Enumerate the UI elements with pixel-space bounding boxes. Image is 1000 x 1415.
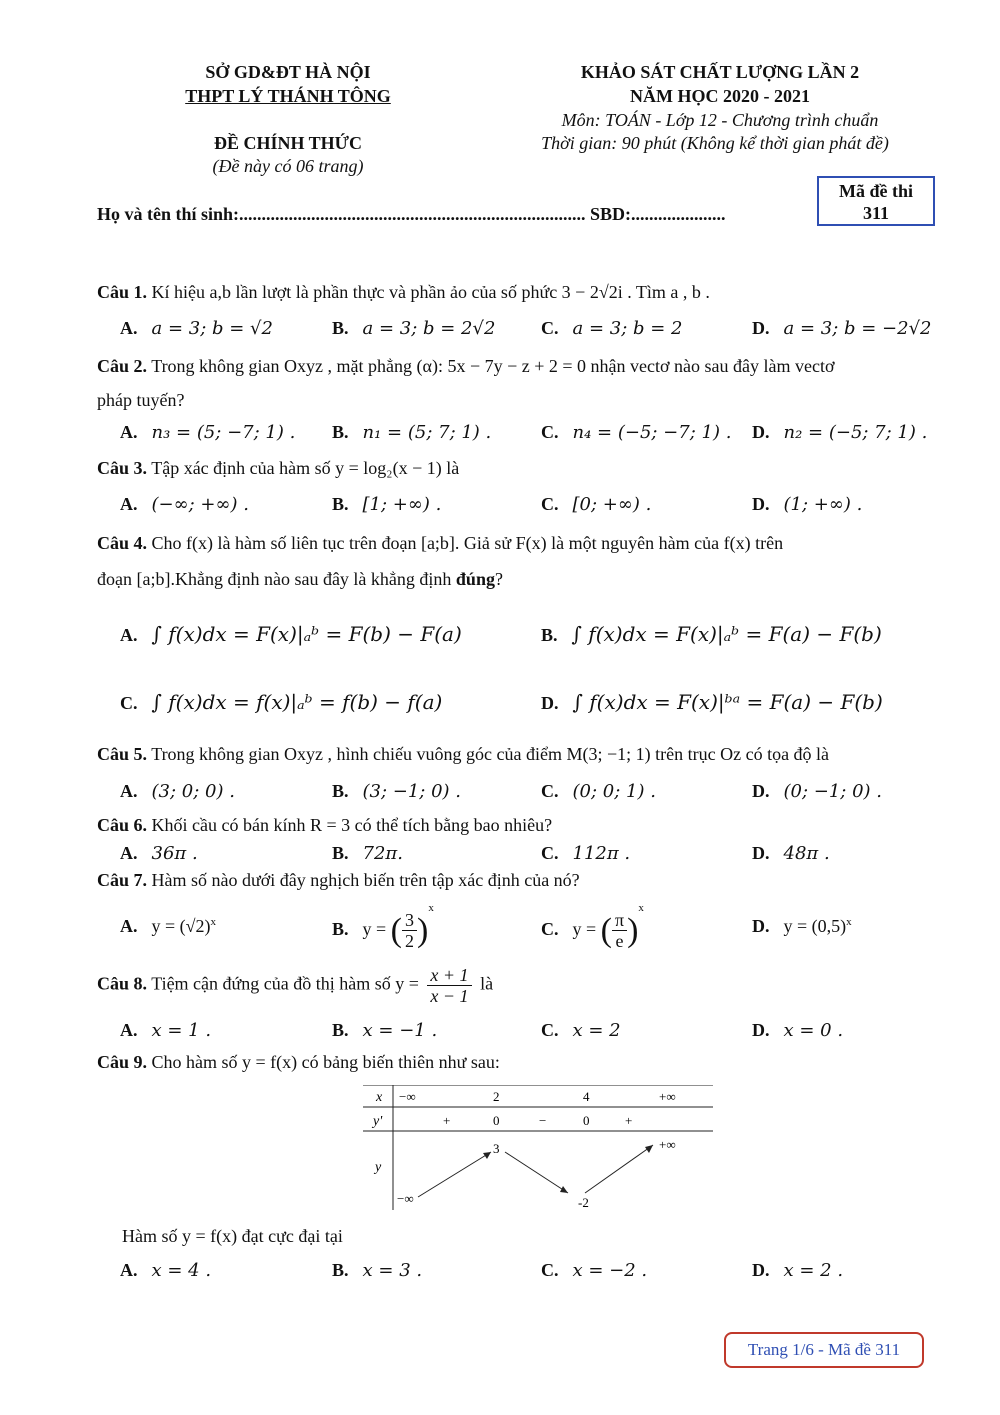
q1-option-b: B. a = 3; b = 2√2: [332, 318, 496, 339]
q9-option-d: D. x = 2 .: [752, 1260, 844, 1281]
school-year: NĂM HỌC 2020 - 2021: [630, 86, 810, 106]
q8-option-c: C. x = 2: [541, 1020, 621, 1041]
vt-row-y: y: [375, 1160, 382, 1175]
exam-code-value: 311: [862, 203, 889, 223]
school-name: THPT LÝ THÁNH TÔNG: [185, 86, 391, 106]
q7-option-d: D. $y = (0,5)^x$: [752, 916, 852, 936]
q4-option-c: C. ∫ f(x)dx = f(x)|ₐᵇ = f(b) − f(a): [120, 690, 443, 714]
q7-option-a: A. $y = (√2)^x$: [120, 916, 217, 936]
exam-code-box: [817, 176, 935, 226]
school-dept: SỞ GD&ĐT HÀ NỘI: [205, 62, 371, 82]
question-1: Câu 1. Kí hiệu a,b lần lượt là phần thực và phần ảo của số phức 3 − 2√2i . Tìm a , b .: [97, 282, 710, 302]
vt-row-x: x: [376, 1090, 383, 1105]
q1-option-d: D. a = 3; b = −2√2: [752, 318, 932, 339]
q3-option-d: D. (1; +∞) .: [752, 494, 863, 515]
vt-sign-3: 0: [583, 1113, 590, 1128]
vt-y-2: -2: [578, 1195, 589, 1210]
q1-option-c: C. a = 3; b = 2: [541, 318, 683, 339]
question-9-prompt: Hàm số y = f(x) đạt cực đại tại: [122, 1226, 343, 1246]
q9-option-b: B. x = 3 .: [332, 1260, 423, 1281]
q5-option-b: B. (3; −1; 0) .: [332, 781, 462, 802]
q1-option-a: A. a = 3; b = √2: [120, 318, 273, 339]
question-9: Câu 9. Cho hàm số y = f(x) có bảng biến thiên như sau:: [97, 1052, 500, 1072]
question-4-cont: đoạn [a;b].Khẳng định nào sau đây là khẳng định đúng?: [97, 569, 503, 589]
page-count: (Đề này có 06 trang): [212, 156, 364, 176]
vt-sign-0: +: [443, 1113, 451, 1128]
q2-option-d: D. n₂ = (−5; 7; 1) .: [752, 422, 928, 443]
vt-x-1: 2: [493, 1089, 500, 1104]
q3-option-a: A. (−∞; +∞) .: [120, 494, 249, 515]
question-7: Câu 7. Hàm số nào dưới đây nghịch biến trên tập xác định của nó?: [97, 870, 580, 890]
exam-code-label: Mã đề thi: [839, 181, 913, 201]
vt-x-2: 4: [583, 1089, 590, 1104]
vt-x-3: +∞: [659, 1089, 676, 1104]
q9-option-a: A. x = 4 .: [120, 1260, 212, 1281]
vt-sign-2: −: [539, 1113, 547, 1128]
page-footer: Trang 1/6 - Mã đề 311: [724, 1332, 924, 1368]
vt-sign-4: +: [625, 1113, 633, 1128]
q2-option-a: A. n₃ = (5; −7; 1) .: [120, 422, 296, 443]
q3-option-c: C. [0; +∞) .: [541, 494, 652, 515]
q6-option-b: B. 72π.: [332, 843, 403, 864]
question-3: Câu 3. Tập xác định của hàm số y = log₂(x − 1) là: [97, 458, 460, 478]
q7-option-b: B. y = ( $\frac{3}{2}$ )$^x$: [332, 902, 434, 952]
q4-option-d: D. ∫ f(x)dx = F(x)|ᵇᵃ = F(a) − F(b): [541, 690, 883, 714]
q6-option-c: C. 112π .: [541, 843, 631, 864]
official-label: ĐỀ CHÍNH THỨC: [213, 133, 363, 153]
subject-line: Môn: TOÁN - Lớp 12 - Chương trình chuẩn: [561, 110, 879, 130]
vt-y-0: −∞: [397, 1191, 414, 1206]
q5-option-a: A. (3; 0; 0) .: [120, 781, 235, 802]
q2-option-c: C. n₄ = (−5; −7; 1) .: [541, 422, 732, 443]
q8-option-a: A. x = 1 .: [120, 1020, 212, 1041]
q5-option-c: C. (0; 0; 1) .: [541, 781, 656, 802]
q4-option-b: B. ∫ f(x)dx = F(x)|ₐᵇ = F(a) − F(b): [541, 622, 882, 646]
q9-option-c: C. x = −2 .: [541, 1260, 648, 1281]
q8-option-d: D. x = 0 .: [752, 1020, 844, 1041]
student-info-line: Họ và tên thí sinh:............................................................................. SBD:.....................: [97, 204, 726, 224]
q8-option-b: B. x = −1 .: [332, 1020, 438, 1041]
q4-option-a: A. ∫ f(x)dx = F(x)|ₐᵇ = F(b) − F(a): [120, 622, 462, 646]
q3-option-b: B. [1; +∞) .: [332, 494, 442, 515]
q6-option-a: A. 36π .: [120, 843, 198, 864]
question-8: Câu 8. Tiệm cận đứng của đồ thị hàm số y = $\frac{x + 1}{x - 1}$ là: [97, 965, 494, 1006]
q5-option-d: D. (0; −1; 0) .: [752, 781, 882, 802]
q7-option-c: C. y = ( $\frac{\pi}{e}$ )$^x$: [541, 902, 644, 952]
q2-option-b: B. n₁ = (5; 7; 1) .: [332, 422, 492, 443]
vt-y-3: +∞: [659, 1137, 676, 1152]
vt-x-0: −∞: [399, 1089, 416, 1104]
q6-option-d: D. 48π .: [752, 843, 830, 864]
variation-table: [363, 1085, 713, 1210]
time-line: Thời gian: 90 phút (Không kể thời gian phát đề): [541, 133, 889, 153]
exam-title: KHẢO SÁT CHẤT LƯỢNG LẦN 2: [580, 62, 860, 82]
question-5: Câu 5. Trong không gian Oxyz , hình chiếu vuông góc của điểm M(3; −1; 1) trên trục Oz có tọa độ là: [97, 744, 830, 764]
vt-sign-1: 0: [493, 1113, 500, 1128]
question-2: Câu 2. Trong không gian Oxyz , mặt phẳng (α): 5x − 7y − z + 2 = 0 nhận vectơ nào sau đây làm vectơ: [97, 356, 835, 376]
vt-y-1: 3: [493, 1141, 500, 1156]
question-2-cont: pháp tuyến?: [97, 390, 185, 410]
question-4: Câu 4. Cho f(x) là hàm số liên tục trên đoạn [a;b]. Giả sử F(x) là một nguyên hàm của f(x) trên: [97, 533, 784, 553]
question-6: Câu 6. Khối cầu có bán kính R = 3 có thể tích bằng bao nhiêu?: [97, 815, 553, 835]
vt-row-dy: y': [373, 1114, 383, 1129]
